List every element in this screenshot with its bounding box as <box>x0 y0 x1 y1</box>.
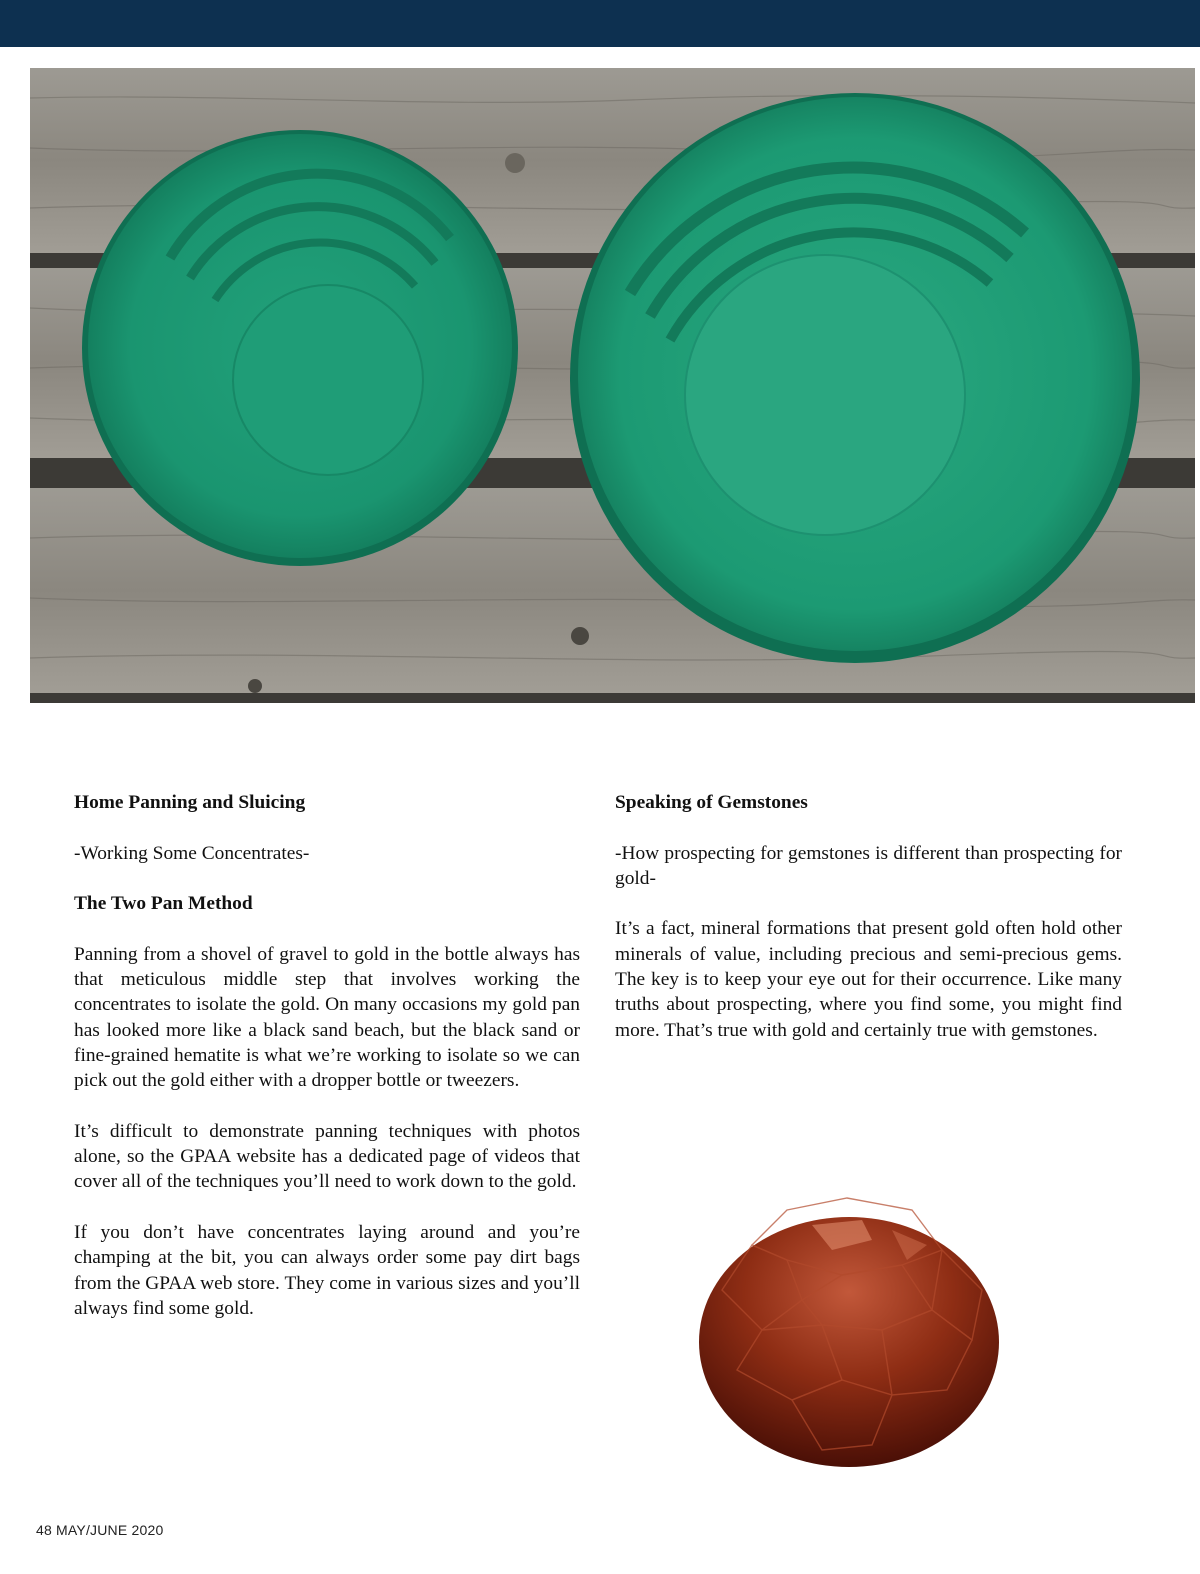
article-subheading: -How prospecting for gemstones is different than prospecting for gold- <box>615 842 1122 889</box>
article-heading: Speaking of Gemstones <box>615 792 808 813</box>
gold-pans-photo <box>30 68 1195 703</box>
right-column <box>615 790 1122 1068</box>
paragraph: It’s difficult to demonstrate panning techniques with photos alone, so the GPAA website has a dedicated page of videos that cover all of the techniques you’ll need to work down to the gold. <box>74 1120 580 1193</box>
article-heading: Home Panning and Sluicing <box>74 792 306 813</box>
section-title: The Two Pan Method <box>74 893 253 915</box>
gemstone-image <box>692 1190 1007 1470</box>
page-footer: 48 MAY/JUNE 2020 <box>36 1522 164 1538</box>
header-bar <box>0 0 1200 47</box>
paragraph: If you don’t have concentrates laying around and you’re champing at the bit, you can always order some pay dirt bags from the GPAA web store. They come in various sizes and you’ll always find some gold. <box>74 1222 580 1319</box>
article-subheading: -Working Some Concentrates- <box>74 842 310 864</box>
left-column <box>74 790 580 1347</box>
paragraph: It’s a fact, mineral formations that present gold often hold other minerals of value, including precious and semi-precious gems. The key is to keep your eye out for their occurrence. Like many truths about prospecting, where you find some, you might find more. That’s true with gold and certainly true with gemstones. <box>615 918 1122 1041</box>
paragraph: Panning from a shovel of gravel to gold in the bottle always has that meticulous middle step that involves working the concentrates to isolate the gold. On many occasions my gold pan has looked more like a black sand beach, but the black sand or fine-grained hematite is what we’re working to isolate so we can pick out the gold either with a dropper bottle or tweezers. <box>74 943 580 1092</box>
